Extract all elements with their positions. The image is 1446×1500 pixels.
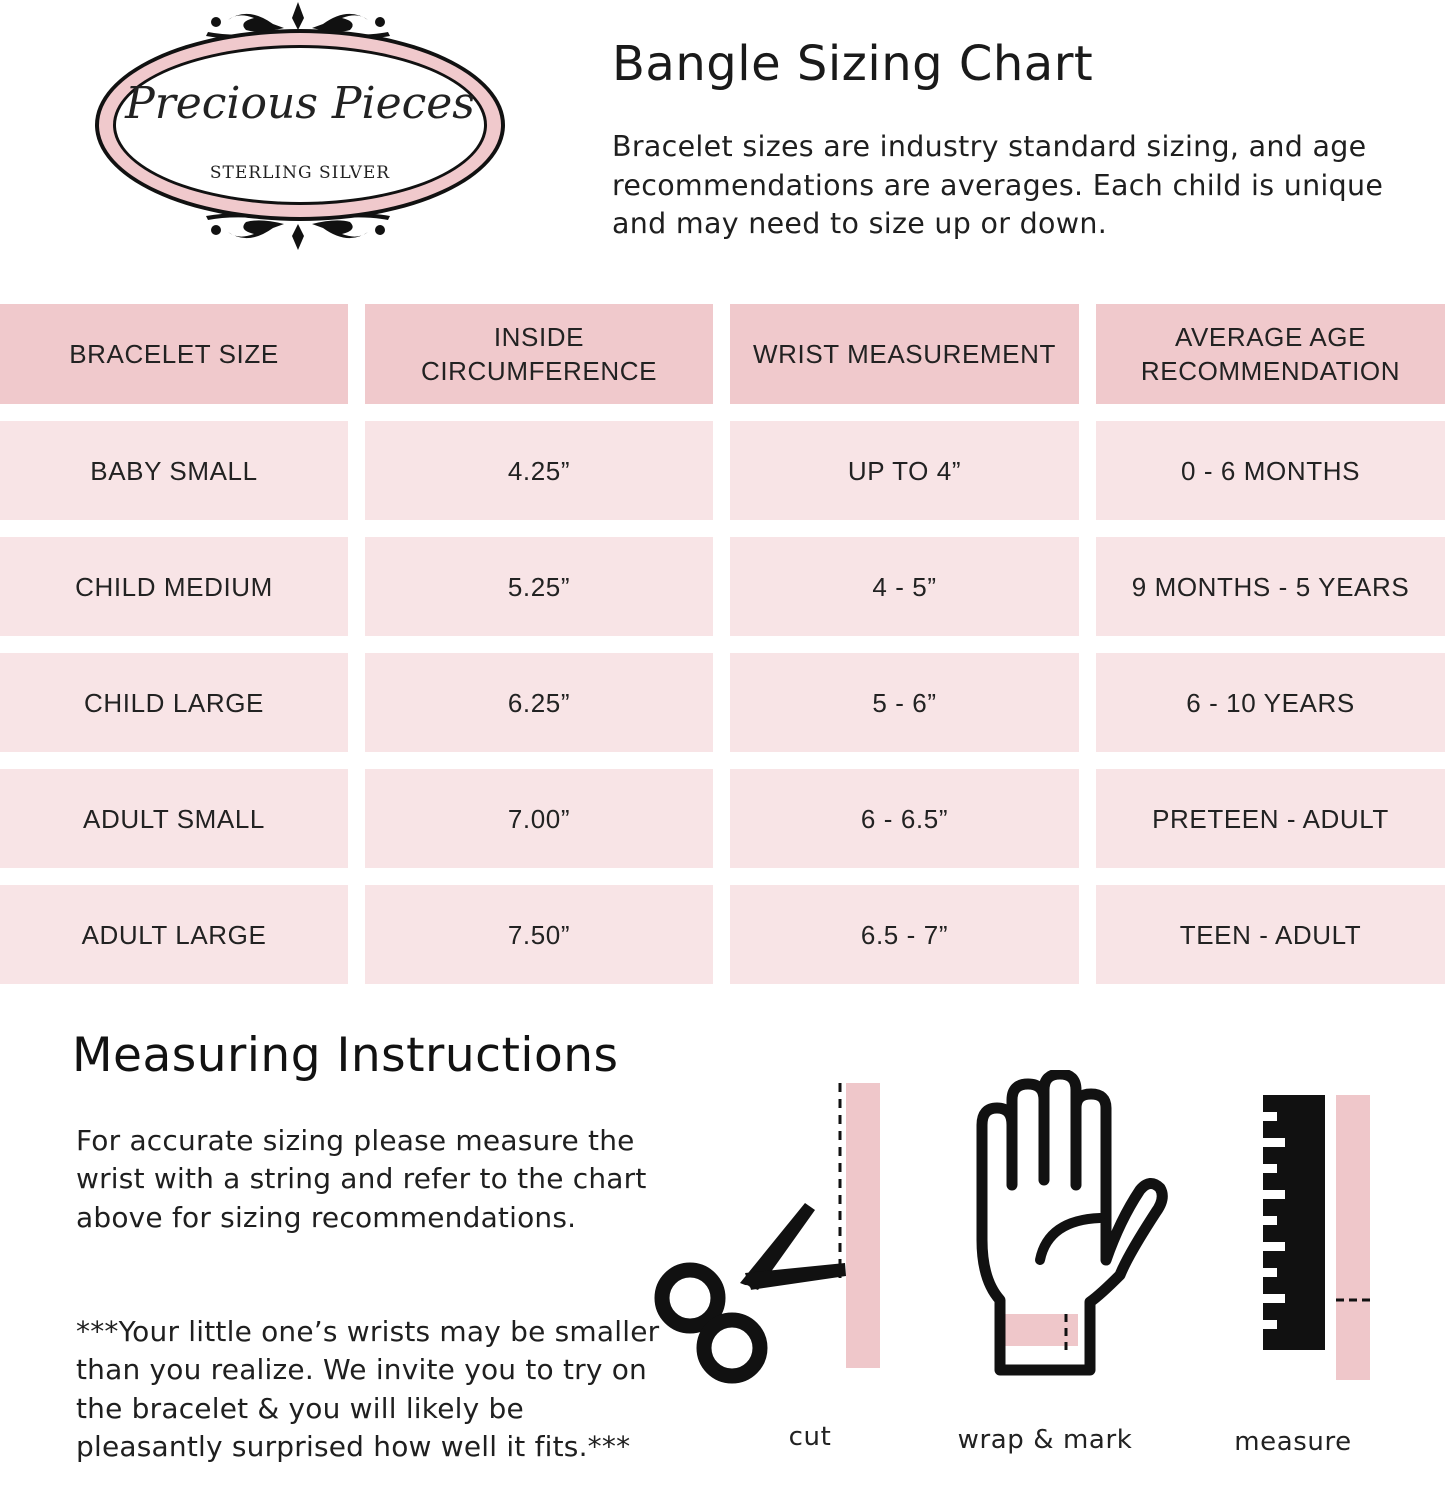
table-cell: 0 - 6 MONTHS (1096, 421, 1445, 520)
table-cell: 7.50” (365, 885, 713, 984)
precious-pieces-logo (88, 0, 508, 255)
instructions-paragraph-2: ***Your little one’s wrists may be smaller than you realize. We invite you to try on the bracelet & you will likely be pleasantly surprised how well it fits.*** (76, 1315, 660, 1463)
table-cell: CHILD LARGE (0, 653, 348, 752)
table-cell: ADULT SMALL (0, 769, 348, 868)
step-label-measure: measure (1234, 1427, 1352, 1457)
table-cell: 4.25” (365, 421, 713, 520)
instructions-paragraph-1: For accurate sizing please measure the wrist with a string and refer to the chart above for sizing recommendations. (76, 1124, 647, 1234)
scissors-icon (650, 1078, 890, 1398)
logo-subtitle-text: STERLING SILVER (209, 163, 391, 183)
sizing-table (0, 304, 1446, 984)
table-cell: 9 MONTHS - 5 YEARS (1096, 537, 1445, 636)
table-cell: ADULT LARGE (0, 885, 348, 984)
column-header-bracelet-size: BRACELET SIZE (0, 304, 348, 404)
table-cell: 6 - 6.5” (730, 769, 1079, 868)
column-header-inside-circumference: INSIDE CIRCUMFERENCE (365, 304, 713, 404)
table-cell: 5 - 6” (730, 653, 1079, 752)
ruler-icon (1258, 1090, 1378, 1390)
intro-text: Bracelet sizes are industry standard sizing, and age recommendations are averages. Each child is unique and may need to size up or down. (612, 130, 1384, 240)
table-cell: 4 - 5” (730, 537, 1079, 636)
table-cell: 6.25” (365, 653, 713, 752)
table-cell: 6 - 10 YEARS (1096, 653, 1445, 752)
table-cell: BABY SMALL (0, 421, 348, 520)
table-cell: TEEN - ADULT (1096, 885, 1445, 984)
logo-brand-text: Precious Pieces (125, 78, 475, 129)
page-title: Bangle Sizing Chart (612, 36, 1094, 92)
table-cell: 5.25” (365, 537, 713, 636)
table-cell: UP TO 4” (730, 421, 1079, 520)
instructions-title: Measuring Instructions (72, 1028, 619, 1083)
table-cell: 7.00” (365, 769, 713, 868)
table-cell: 6.5 - 7” (730, 885, 1079, 984)
hand-icon (970, 1070, 1170, 1380)
step-label-cut: cut (788, 1422, 832, 1452)
step-label-wrap-mark: wrap & mark (957, 1425, 1133, 1455)
table-cell: CHILD MEDIUM (0, 537, 348, 636)
column-header-wrist-measurement: WRIST MEASUREMENT (730, 304, 1079, 404)
table-cell: PRETEEN - ADULT (1096, 769, 1445, 868)
column-header-average-age: AVERAGE AGE RECOMMENDATION (1096, 304, 1445, 404)
